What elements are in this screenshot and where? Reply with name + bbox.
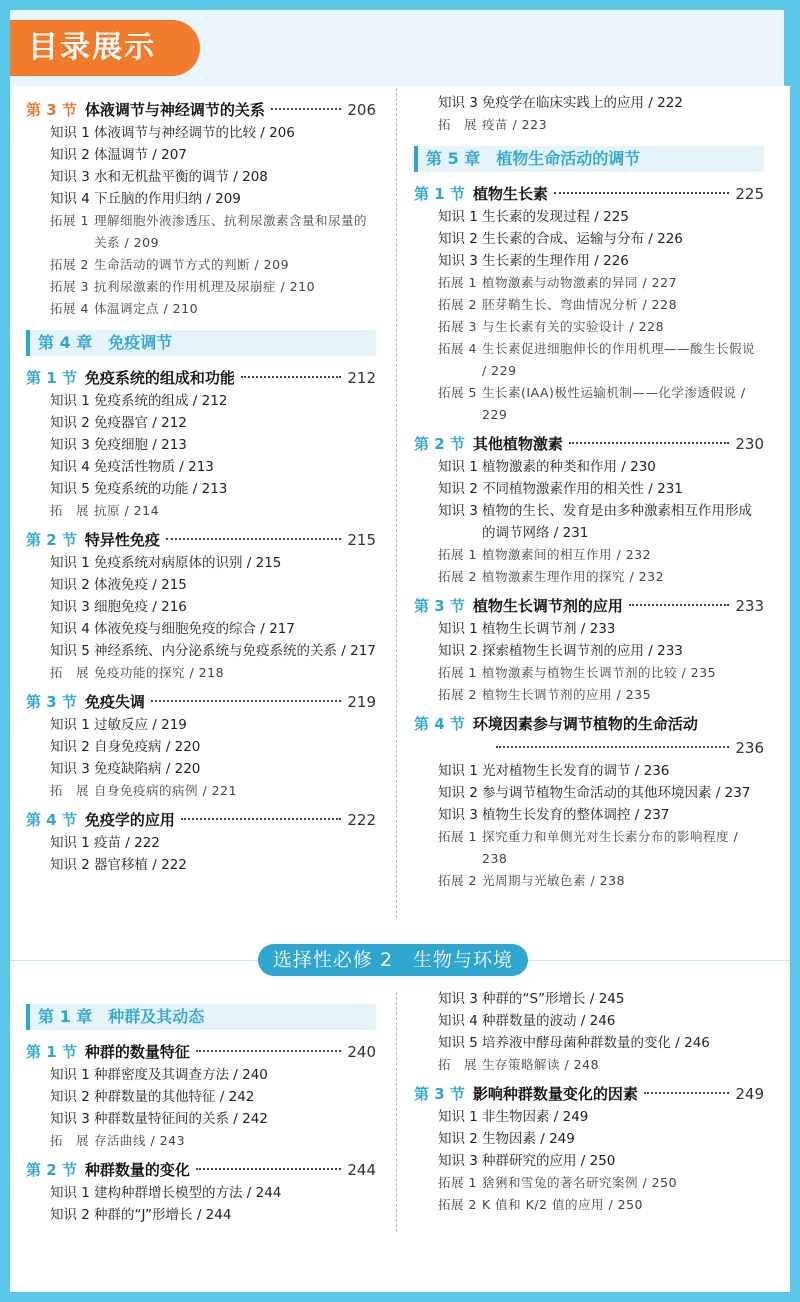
item-text: 抗利尿激素的作用机理及尿崩症 / 210	[94, 279, 316, 294]
knowledge-item	[414, 478, 764, 500]
knowledge-item	[26, 574, 376, 596]
item-label: 拓展 2	[438, 297, 477, 312]
item-text: 免疫系统对病原体的识别 / 215	[94, 555, 282, 571]
extension-item	[26, 662, 376, 684]
item-text: 体液免疫 / 215	[94, 577, 187, 593]
extension-item	[26, 1130, 376, 1152]
knowledge-item	[414, 92, 764, 114]
item-label: 知识 1	[50, 1067, 90, 1083]
item-label: 知识 3	[50, 437, 90, 453]
item-label: 知识 1	[438, 1109, 478, 1125]
section-heading	[26, 1158, 376, 1182]
section-title: 种群数量的变化	[84, 1161, 190, 1179]
item-text: 种群密度及其调查方法 / 240	[94, 1067, 268, 1083]
item-text: 免疫系统的功能 / 213	[94, 481, 228, 497]
item-text: 免疫功能的探究 / 218	[94, 665, 225, 680]
knowledge-item	[414, 804, 764, 826]
item-label: 拓展 1	[438, 1175, 477, 1190]
item-text: 过敏反应 / 219	[94, 717, 187, 733]
item-label: 知识 3	[50, 761, 90, 777]
section-number: 第 1 节	[26, 1043, 77, 1061]
item-label: 拓展 3	[438, 319, 477, 334]
knowledge-item	[414, 206, 764, 228]
item-text: 抗原 / 214	[94, 503, 160, 518]
item-label: 拓展 4	[438, 341, 477, 356]
item-label: 知识 3	[438, 807, 478, 823]
section-heading	[26, 528, 376, 552]
knowledge-item	[26, 390, 376, 412]
item-label: 知识 2	[50, 1207, 90, 1223]
section-number: 第 3 节	[414, 1085, 465, 1103]
section-heading	[26, 808, 376, 832]
section-heading	[414, 432, 764, 456]
item-label: 拓展 2	[438, 687, 477, 702]
item-text: K 值和 K/2 值的应用 / 250	[482, 1197, 643, 1212]
section-title: 其他植物激素	[472, 435, 563, 453]
item-text: 胚芽鞘生长、弯曲情况分析 / 228	[482, 297, 678, 312]
section-number: 第 2 节	[414, 435, 465, 453]
item-text: 非生物因素 / 249	[482, 1109, 589, 1125]
section-page: 222	[347, 811, 376, 829]
knowledge-item	[414, 250, 764, 272]
item-text: 体液免疫与细胞免疫的综合 / 217	[94, 621, 295, 637]
item-text: 建构种群增长模型的方法 / 244	[94, 1185, 282, 1201]
item-text: 生长素的生理作用 / 226	[482, 253, 629, 269]
item-text: 生长素(IAA)极性运输机制——化学渗透假说 / 229	[482, 385, 746, 422]
item-label: 知识 5	[50, 481, 90, 497]
item-label: 知识 3	[438, 991, 478, 1007]
item-label: 拓展 1	[438, 829, 477, 844]
leader-dots	[554, 192, 729, 194]
item-text: 植物激素的种类和作用 / 230	[482, 459, 656, 475]
item-label: 知识 2	[438, 231, 478, 247]
item-label: 知识 3	[50, 1111, 90, 1127]
leader-dots	[166, 538, 341, 540]
item-text: 探究重力和单侧光对生长素分布的影响程度 / 238	[482, 829, 739, 866]
item-text: 植物激素与动物激素的异同 / 227	[482, 275, 678, 290]
item-label: 知识 3	[438, 95, 478, 111]
leader-dots	[271, 108, 341, 110]
item-label: 拓展 2	[50, 257, 89, 272]
item-label: 知识 1	[438, 621, 478, 637]
item-label: 知识 1	[50, 717, 90, 733]
knowledge-item	[26, 758, 376, 780]
item-label: 知识 4	[50, 621, 90, 637]
chapter-heading: 第 4 章 免疫调节	[26, 330, 376, 356]
section-title: 免疫失调	[84, 693, 145, 711]
knowledge-item	[26, 640, 376, 662]
item-text: 种群的“S”形增长 / 245	[482, 991, 625, 1007]
item-label: 拓 展	[438, 1057, 478, 1072]
item-label: 知识 3	[50, 169, 90, 185]
extension-item	[26, 500, 376, 522]
knowledge-item	[414, 760, 764, 782]
item-text: 免疫细胞 / 213	[94, 437, 187, 453]
item-label: 知识 1	[50, 393, 90, 409]
section-page: 219	[347, 693, 376, 711]
leader-dots	[151, 700, 341, 702]
section-title: 免疫系统的组成和功能	[84, 369, 235, 387]
item-text: 下丘脑的作用归纳 / 209	[94, 191, 241, 207]
item-text: 种群研究的应用 / 250	[482, 1153, 616, 1169]
item-label: 拓展 1	[438, 665, 477, 680]
extension-item	[414, 316, 764, 338]
extension-item	[414, 338, 764, 382]
knowledge-item	[26, 1064, 376, 1086]
item-label: 知识 2	[50, 1089, 90, 1105]
extension-item	[414, 544, 764, 566]
knowledge-item	[26, 1108, 376, 1130]
item-text: 植物生长调节剂的应用 / 235	[482, 687, 652, 702]
knowledge-item	[414, 1128, 764, 1150]
section-title: 特异性免疫	[84, 531, 160, 549]
extension-item	[26, 298, 376, 320]
item-text: 生长素的发现过程 / 225	[482, 209, 629, 225]
item-text: 生长素促进细胞伸长的作用机理——酸生长假说 / 229	[482, 341, 756, 378]
item-text: 生物因素 / 249	[482, 1131, 575, 1147]
footer-bar	[0, 1292, 800, 1302]
module-title: 选择性必修 2 生物与环境	[258, 944, 528, 976]
knowledge-item	[414, 500, 764, 544]
item-text: 培养液中酵母菌种群数量的变化 / 246	[482, 1035, 710, 1051]
knowledge-item	[414, 640, 764, 662]
knowledge-item	[26, 596, 376, 618]
leader-dots	[196, 1050, 341, 1052]
page-title: 目录展示	[10, 20, 200, 76]
knowledge-item	[414, 618, 764, 640]
extension-item	[414, 1054, 764, 1076]
item-label: 知识 2	[438, 1131, 478, 1147]
section-number: 第 1 节	[414, 185, 465, 203]
section-title: 植物生长素	[472, 185, 548, 203]
item-text: 种群数量特征间的关系 / 242	[94, 1111, 268, 1127]
knowledge-item	[414, 1032, 764, 1054]
item-label: 知识 3	[50, 599, 90, 615]
item-label: 拓 展	[50, 665, 90, 680]
knowledge-item	[414, 988, 764, 1010]
item-text: 体温调定点 / 210	[94, 301, 199, 316]
leader-dots	[496, 746, 729, 748]
item-label: 知识 1	[50, 555, 90, 571]
item-text: 探索植物生长调节剂的应用 / 233	[482, 643, 683, 659]
leader-dots	[644, 1092, 729, 1094]
right-column-top	[414, 92, 764, 892]
section-heading	[26, 690, 376, 714]
item-text: 种群数量的其他特征 / 242	[94, 1089, 255, 1105]
item-text: 植物激素间的相互作用 / 232	[482, 547, 652, 562]
item-label: 拓展 2	[438, 1197, 477, 1212]
item-label: 拓展 2	[438, 873, 477, 888]
section-page: 206	[347, 101, 376, 119]
item-text: 与生长素有关的实验设计 / 228	[482, 319, 665, 334]
section-title: 植物生长调节剂的应用	[472, 597, 623, 615]
item-label: 知识 4	[438, 1013, 478, 1029]
item-label: 拓 展	[438, 117, 478, 132]
knowledge-item	[26, 188, 376, 210]
knowledge-item	[26, 736, 376, 758]
section-heading	[26, 98, 376, 122]
knowledge-item	[26, 1182, 376, 1204]
section-heading	[414, 594, 764, 618]
item-text: 植物激素生理作用的探究 / 232	[482, 569, 665, 584]
item-text: 光周期与光敏色素 / 238	[482, 873, 626, 888]
item-label: 拓展 2	[438, 569, 477, 584]
knowledge-item	[26, 618, 376, 640]
extension-item	[414, 870, 764, 892]
extension-item	[414, 566, 764, 588]
section-title: 体液调节与神经调节的关系	[84, 101, 265, 119]
knowledge-item	[26, 144, 376, 166]
item-label: 拓 展	[50, 783, 90, 798]
extension-item	[414, 294, 764, 316]
item-label: 知识 3	[438, 253, 478, 269]
knowledge-item	[26, 166, 376, 188]
section-page: 212	[347, 369, 376, 387]
item-text: 自身免疫病 / 220	[94, 739, 201, 755]
knowledge-item	[414, 456, 764, 478]
extension-item	[414, 1172, 764, 1194]
section-number: 第 4 节	[26, 811, 77, 829]
extension-item	[414, 272, 764, 294]
item-text: 体温调节 / 207	[94, 147, 187, 163]
item-text: 生长素的合成、运输与分布 / 226	[482, 231, 683, 247]
extension-item	[414, 662, 764, 684]
knowledge-item	[414, 782, 764, 804]
item-label: 知识 4	[50, 459, 90, 475]
section-heading	[26, 1040, 376, 1064]
item-label: 知识 2	[50, 415, 90, 431]
item-label: 知识 2	[50, 147, 90, 163]
leader-dots	[241, 376, 341, 378]
knowledge-item	[26, 552, 376, 574]
leader-dots	[196, 1168, 341, 1170]
item-label: 拓展 1	[50, 213, 89, 228]
item-label: 拓展 1	[438, 275, 477, 290]
item-text: 免疫活性物质 / 213	[94, 459, 214, 475]
item-label: 拓 展	[50, 1133, 90, 1148]
left-column-top	[26, 92, 376, 876]
item-label: 知识 1	[438, 209, 478, 225]
item-label: 知识 5	[438, 1035, 478, 1051]
section-number: 第 3 节	[26, 693, 77, 711]
item-label: 知识 2	[50, 857, 90, 873]
extension-item	[414, 826, 764, 870]
item-label: 知识 2	[50, 577, 90, 593]
item-text: 自身免疫病的病例 / 221	[94, 783, 238, 798]
knowledge-item	[26, 1086, 376, 1108]
section-page-line	[414, 736, 764, 760]
extension-item	[414, 382, 764, 426]
extension-item	[26, 276, 376, 298]
leader-dots	[181, 818, 341, 820]
item-text: 疫苗 / 223	[482, 117, 548, 132]
item-label: 拓展 5	[438, 385, 477, 400]
item-label: 知识 1	[438, 459, 478, 475]
knowledge-item	[26, 122, 376, 144]
item-label: 知识 2	[50, 739, 90, 755]
item-text: 生命活动的调节方式的判断 / 209	[94, 257, 290, 272]
column-divider-bottom	[396, 992, 397, 1232]
item-text: 不同植物激素作用的相关性 / 231	[482, 481, 683, 497]
item-label: 拓展 4	[50, 301, 89, 316]
left-column-bottom	[26, 994, 376, 1226]
leader-dots	[569, 442, 729, 444]
section-page: 249	[735, 1085, 764, 1103]
item-label: 知识 1	[50, 125, 90, 141]
knowledge-item	[26, 478, 376, 500]
knowledge-item	[26, 714, 376, 736]
item-text: 水和无机盐平衡的调节 / 208	[94, 169, 268, 185]
item-label: 知识 1	[50, 1185, 90, 1201]
section-page: 240	[347, 1043, 376, 1061]
section-number: 第 2 节	[26, 531, 77, 549]
item-text: 理解细胞外液渗透压、抗利尿激素含量和尿量的关系 / 209	[94, 213, 368, 250]
section-page: 233	[735, 597, 764, 615]
section-heading	[26, 366, 376, 390]
extension-item	[26, 780, 376, 802]
section-page: 230	[735, 435, 764, 453]
section-page: 215	[347, 531, 376, 549]
knowledge-item	[26, 456, 376, 478]
item-text: 器官移植 / 222	[94, 857, 187, 873]
knowledge-item	[26, 1204, 376, 1226]
item-text: 存活曲线 / 243	[94, 1133, 186, 1148]
item-label: 知识 4	[50, 191, 90, 207]
item-text: 体液调节与神经调节的比较 / 206	[94, 125, 295, 141]
extension-item	[414, 114, 764, 136]
item-text: 免疫器官 / 212	[94, 415, 187, 431]
leader-dots	[629, 604, 729, 606]
knowledge-item	[414, 1106, 764, 1128]
knowledge-item	[414, 1010, 764, 1032]
item-label: 拓 展	[50, 503, 90, 518]
column-divider	[396, 88, 397, 918]
item-label: 知识 2	[438, 481, 478, 497]
section-number: 第 3 节	[26, 101, 77, 119]
section-title: 免疫学的应用	[84, 811, 175, 829]
item-text: 生存策略解读 / 248	[482, 1057, 600, 1072]
section-title: 影响种群数量变化的因素	[472, 1085, 638, 1103]
item-label: 知识 1	[438, 763, 478, 779]
item-label: 知识 2	[438, 785, 478, 801]
item-text: 种群数量的波动 / 246	[482, 1013, 616, 1029]
section-number: 第 4 节	[414, 715, 465, 733]
section-number: 第 2 节	[26, 1161, 77, 1179]
item-text: 光对植物生长发育的调节 / 236	[482, 763, 670, 779]
item-text: 疫苗 / 222	[94, 835, 160, 851]
extension-item	[414, 1194, 764, 1216]
item-label: 拓展 3	[50, 279, 89, 294]
section-number: 第 3 节	[414, 597, 465, 615]
section-heading	[414, 182, 764, 206]
knowledge-item	[26, 412, 376, 434]
item-text: 植物激素与植物生长调节剂的比较 / 235	[482, 665, 717, 680]
right-column-bottom	[414, 988, 764, 1216]
item-text: 神经系统、内分泌系统与免疫系统的关系 / 217	[94, 643, 376, 659]
item-text: 免疫缺陷病 / 220	[94, 761, 201, 777]
item-label: 知识 3	[438, 503, 478, 519]
item-text: 免疫学在临床实践上的应用 / 222	[482, 95, 683, 111]
knowledge-item	[414, 1150, 764, 1172]
item-text: 植物生长发育的整体调控 / 237	[482, 807, 670, 823]
item-label: 知识 5	[50, 643, 90, 659]
section-number: 第 1 节	[26, 369, 77, 387]
knowledge-item	[26, 832, 376, 854]
chapter-heading: 第 1 章 种群及其动态	[26, 1004, 376, 1030]
section-page: 244	[347, 1161, 376, 1179]
chapter-heading: 第 5 章 植物生命活动的调节	[414, 146, 764, 172]
item-text: 参与调节植物生命活动的其他环境因素 / 237	[482, 785, 751, 801]
extension-item	[26, 210, 376, 254]
section-heading	[414, 712, 764, 736]
section-band	[0, 944, 800, 978]
section-page: 236	[735, 739, 764, 757]
item-text: 植物生长调节剂 / 233	[482, 621, 616, 637]
item-label: 拓展 1	[438, 547, 477, 562]
item-text: 免疫系统的组成 / 212	[94, 393, 228, 409]
knowledge-item	[26, 854, 376, 876]
section-title: 环境因素参与调节植物的生命活动	[472, 715, 698, 733]
item-text: 猞猁和雪兔的著名研究案例 / 250	[482, 1175, 678, 1190]
item-label: 知识 2	[438, 643, 478, 659]
section-page: 225	[735, 185, 764, 203]
item-label: 知识 1	[50, 835, 90, 851]
item-text: 植物的生长、发育是由多种激素相互作用形成的调节网络 / 231	[482, 503, 752, 541]
item-text: 种群的“J”形增长 / 244	[94, 1207, 232, 1223]
knowledge-item	[414, 228, 764, 250]
extension-item	[414, 684, 764, 706]
section-title: 种群的数量特征	[84, 1043, 190, 1061]
item-label: 知识 3	[438, 1153, 478, 1169]
item-text: 细胞免疫 / 216	[94, 599, 187, 615]
section-heading	[414, 1082, 764, 1106]
extension-item	[26, 254, 376, 276]
knowledge-item	[26, 434, 376, 456]
